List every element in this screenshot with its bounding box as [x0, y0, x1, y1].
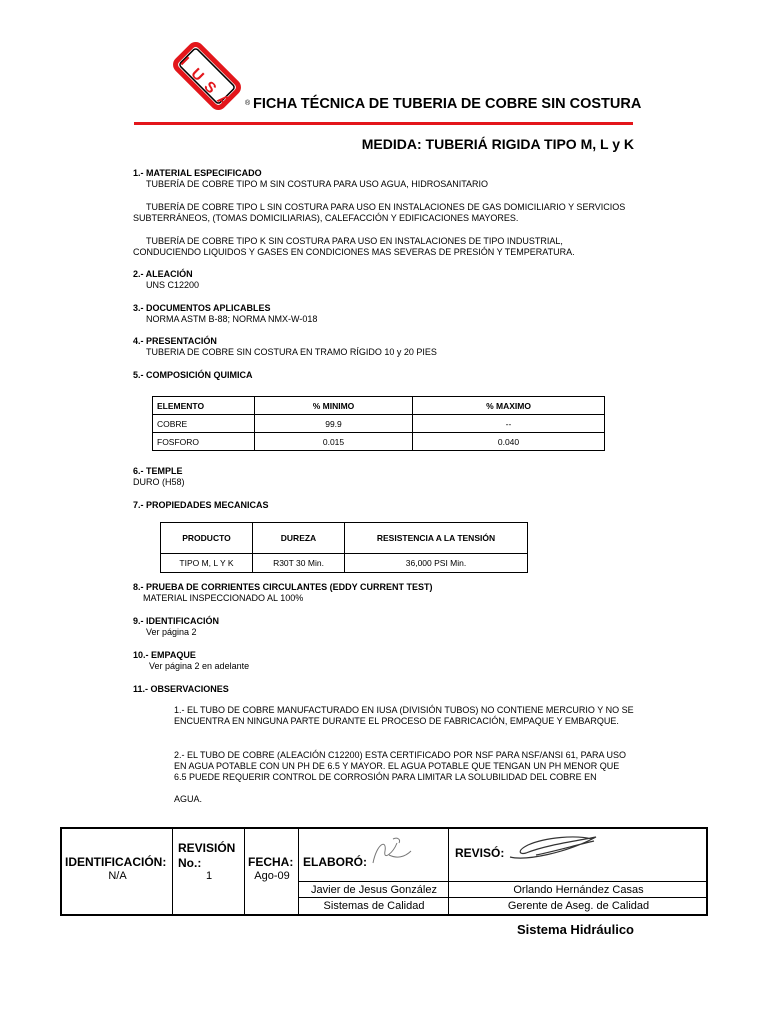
observation-1: 1.- EL TUBO DE COBRE MANUFACTURADO EN IUSA (DIVISIÓN TUBOS) NO CONTIENE MERCURIO Y NO SE ENCUENTRA EN NINGUNA PARTE DURANTE EL PROCESO DE FABRICACIÓN, EMPAQUE Y EMBARQUE. — [174, 705, 634, 726]
section-heading: 3.- DOCUMENTOS APLICABLES — [133, 303, 271, 313]
elaboro-signature — [367, 833, 415, 873]
material-para-k: TUBERÍA DE COBRE TIPO K SIN COSTURA PARA USO EN INSTALACIONES DE TIPO INDUSTRIAL, CONDUCIENDO LIQUIDOS Y GASES EN CONDICIONES MAS SEVERAS DE PRESIÓN Y TEMPERATURA. — [133, 236, 575, 257]
table-cell: TIPO M, L Y K — [161, 554, 253, 573]
section-heading: 10.- EMPAQUE — [133, 650, 196, 660]
svg-text:S: S — [200, 78, 220, 98]
reviso-signature — [506, 831, 602, 865]
section-material — [133, 168, 488, 190]
section-heading: 7.- PROPIEDADES MECANICAS — [133, 500, 269, 510]
section-heading: 11.- OBSERVACIONES — [133, 684, 229, 694]
section-propiedades — [133, 500, 269, 511]
section-heading: 1.- MATERIAL ESPECIFICADO — [133, 168, 262, 178]
system-label: Sistema Hidráulico — [516, 922, 634, 937]
section-presentacion — [133, 336, 437, 358]
table-cell: 0.040 — [413, 433, 605, 451]
elaboro-label: ELABORÓ: — [303, 855, 367, 869]
section-temple — [133, 466, 185, 488]
section-heading: 6.- TEMPLE — [133, 466, 183, 476]
section-heading: 8.- PRUEBA DE CORRIENTES CIRCULANTES (EDDY CURRENT TEST) — [133, 582, 433, 592]
table-cell: COBRE — [153, 415, 255, 433]
fecha-value: Ago-09 — [254, 870, 290, 882]
table-cell: 0.015 — [255, 433, 413, 451]
section-identificacion — [133, 616, 219, 638]
title-divider — [134, 122, 633, 125]
fecha-label: FECHA: — [248, 855, 294, 869]
signature-divider — [299, 881, 708, 882]
section-heading: 5.- COMPOSICIÓN QUIMICA — [133, 370, 253, 380]
observation-2: 2.- EL TUBO DE COBRE (ALEACIÓN C12200) ESTA CERTIFICADO POR NSF PARA NSF/ANSI 61, PARA USO EN AGUA POTABLE CON UN PH DE 6.5 Y MAYOR. EL AGUA POTABLE QUE TENGAN UN PH MENOR QUE 6.5 PUEDE REQUERIR CONTROL DE CORROSIÓN PARA LIMITAR LA SOLUBILIDAD DEL COBRE EN — [174, 750, 626, 782]
registered-mark: ® — [245, 100, 251, 107]
section-observaciones — [133, 684, 229, 695]
composition-table — [152, 396, 605, 451]
table-cell: R30T 30 Min. — [253, 554, 345, 573]
section-text: Ver página 2 — [146, 627, 197, 637]
column-header: % MAXIMO — [413, 397, 605, 415]
table-cell: 99.9 — [255, 415, 413, 433]
svg-text:I: I — [177, 53, 193, 69]
section-empaque — [133, 650, 249, 672]
section-text: Ver página 2 en adelante — [149, 661, 250, 671]
identificacion-value: N/A — [108, 870, 127, 882]
section-text: TUBERÍA DE COBRE TIPO M SIN COSTURA PARA USO AGUA, HIDROSANITARIO — [146, 179, 489, 189]
revision-label: REVISIÓN No.: — [178, 841, 236, 870]
name-divider — [299, 897, 708, 898]
table-cell: 36,000 PSI Min. — [345, 554, 528, 573]
table-row — [161, 554, 528, 573]
approval-block — [60, 827, 708, 916]
reviso-name: Orlando Hernández Casas — [513, 884, 644, 896]
observation-2-end: AGUA. — [174, 794, 203, 804]
section-text: NORMA ASTM B-88; NORMA NMX-W-018 — [146, 314, 318, 324]
column-header: RESISTENCIA A LA TENSIÓN — [345, 523, 528, 554]
section-eddy — [133, 582, 433, 604]
section-text: TUBERIA DE COBRE SIN COSTURA EN TRAMO RÍGIDO 10 y 20 PIES — [146, 347, 437, 357]
identificacion-label: IDENTIFICACIÓN: — [65, 855, 167, 869]
mechanical-properties-table — [160, 522, 528, 573]
table-header-row — [153, 397, 605, 415]
material-para-l: TUBERÍA DE COBRE TIPO L SIN COSTURA PARA USO EN INSTALACIONES DE GAS DOMICILIARIO Y SERVICIOS SUBTERRÁNEOS, (TOMAS DOMICILIARIAS), CALEFACCIÓN Y EDIFICACIONES MAYORES. — [133, 202, 626, 223]
svg-text:A: A — [213, 91, 234, 111]
table-row — [153, 433, 605, 451]
section-text: UNS C12200 — [146, 280, 200, 290]
reviso-label: REVISÓ: — [455, 846, 505, 860]
table-row — [153, 415, 605, 433]
elaboro-name: Javier de Jesus González — [311, 884, 437, 896]
column-header: % MINIMO — [255, 397, 413, 415]
column-header: DUREZA — [253, 523, 345, 554]
table-cell: -- — [413, 415, 605, 433]
iusa-logo — [170, 40, 244, 112]
section-heading: 4.- PRESENTACIÓN — [133, 336, 217, 346]
reviso-department: Gerente de Aseg. de Calidad — [507, 900, 650, 912]
document-title: FICHA TÉCNICA DE TUBERIA DE COBRE SIN COSTURA — [253, 96, 642, 112]
elaboro-department: Sistemas de Calidad — [323, 900, 425, 912]
section-text: DURO (H58) — [133, 477, 185, 487]
document-subtitle: MEDIDA: TUBERIÁ RIGIDA TIPO M, L y K — [361, 136, 634, 152]
table-cell: FOSFORO — [153, 433, 255, 451]
column-header: PRODUCTO — [161, 523, 253, 554]
section-heading: 9.- IDENTIFICACIÓN — [133, 616, 220, 626]
section-heading: 2.- ALEACIÓN — [133, 269, 193, 279]
section-text: MATERIAL INSPECCIONADO AL 100% — [143, 593, 304, 603]
revision-value: 1 — [205, 870, 213, 882]
svg-text:U: U — [187, 65, 208, 85]
section-documentos — [133, 303, 317, 325]
table-header-row — [161, 523, 528, 554]
section-composicion — [133, 370, 253, 381]
column-header: ELEMENTO — [153, 397, 255, 415]
section-aleacion — [133, 269, 199, 291]
